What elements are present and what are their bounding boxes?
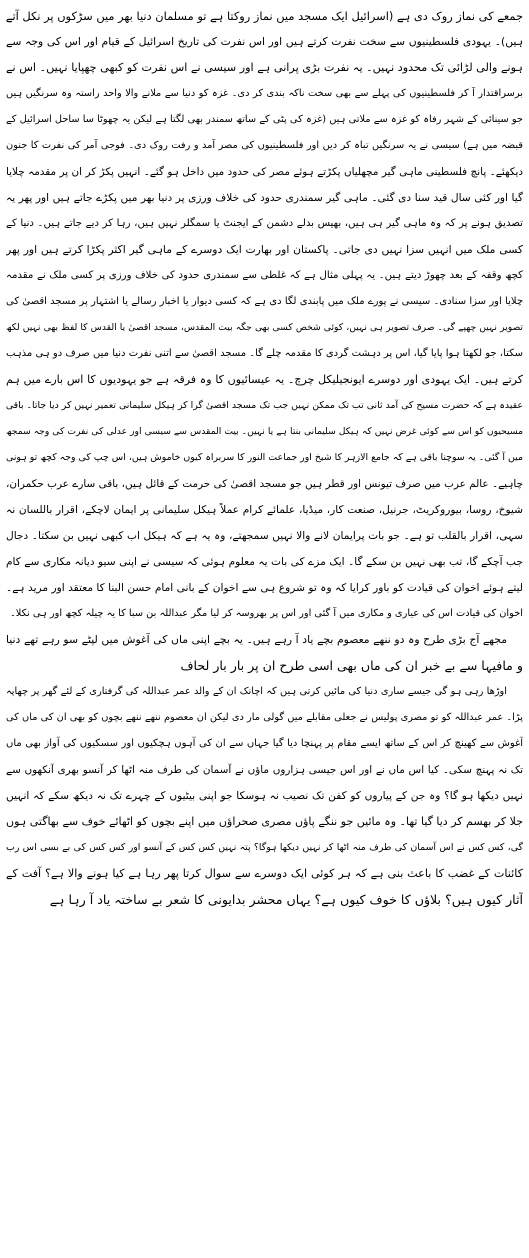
text-line: کسی ملک میں انہیں سزا نہیں دی جاتی۔ پاکستان اور بھارت ایک دوسرے کے ماہی گیر اکثر پکڑا کرتے ہیں اور پھر — [6, 243, 523, 256]
text-line: سکتا، جو لکھتا ہوا پایا گیا، اس پر دہشت گردی کا مقدمہ چلے گا۔ مسجد اقصیٰ سے اتنی نفرت دنیا میں صرف دو ہی مذہب — [6, 348, 523, 359]
text-line: تصدیق ہونے پر کہ وہ ماہی گیر ہی ہیں، بھیس بدلے دشمن کے ایجنٹ یا سمگلر نہیں ہیں، رہا کر دیے جاتے ہیں۔ دنیا کے — [6, 218, 523, 229]
text-line: شیوخ، روسا، بیوروکریٹ، جرنیل، صنعت کار، میڈیا، علمائے کرام عملاً ہیکل سلیمانی پر ایمان لاچکے، اقرار باللسان نہ — [6, 504, 523, 516]
text-line: ہیں)۔ یہودی فلسطینیوں سے سخت نفرت کرتے ہیں اور اس نفرت کی تاریخ اسرائیل کے قیام اور اس کی وجہ سے — [6, 35, 523, 48]
text-line: نہیں دیکھا ہو گا؟ وہ جن کے پیاروں کو کفن تک نصیب نہ ہوسکا جو اپنی بیٹیوں کے چہرے تک نہ دیکھ سکے کہ انہیں — [6, 790, 523, 802]
paragraph — [6, 3, 523, 627]
text-line: ہونے والی لڑائی تک محدود نہیں۔ یہ نفرت بڑی پرانی ہے اور سیسی نے اس نفرت کو کبھی چھپایا نہیں۔ اس نے — [6, 61, 523, 74]
text-line: و مافیہا سے بے خبر ان کی ماں بھی اسی طرح ان پر بار بار لحاف — [180, 658, 523, 673]
text-line: اوڑھا رہی ہو گی جیسے ساری دنیا کی مائیں کرتی ہیں کہ اچانک ان کے والد عمر عبداللہ کی گرفتاری کے لئے گھر پر چھاپہ — [6, 686, 507, 697]
text-line: تک نہ پہنچ سکی۔ کیا اس ماں نے اور اس جیسی ہزاروں ماؤں نے آسمان کی طرف منہ اٹھا کر آنسو بھری آنکھوں سے — [6, 764, 523, 776]
text-line: تصویر نہیں چھپے گی۔ صرف تصویر ہی نہیں، کوئی شخص کسی بھی جگہ بیت المقدس، مسجد اقصیٰ یا القدس کا لفظ بھی نہیں لکھ — [6, 322, 523, 333]
text-line: گی، کس کس نے اس آسمان کی طرف منہ اٹھا کر نہیں دیکھا ہوگا؟ پتہ نہیں کس کس کے آنسو اور کس کس کی بے بسی اس رب — [6, 842, 523, 853]
paragraph — [6, 679, 523, 913]
text-line: چلایا اور سزا سنادی۔ سیسی نے پورے ملک میں پابندی لگا دی ہے کہ کسی دیوار یا اخبار رسالے یا اشتہار پر مسجد اقصیٰ کی — [6, 296, 523, 307]
text-line: جب آچکے گا، تب بھی نہیں بن سکے گا۔ ایک مزے کی بات یہ معلوم ہوئی کہ سیسی نے اپنی سیو دیانہ مکاری سے کام — [6, 556, 523, 568]
text-line: برسراقتدار آ کر فلسطینیوں کی پہلے سے بھی سخت ناکہ بندی کر دی۔ غزہ کو دنیا سے ملانے والا واحد راستہ وہ سرنگیں ہیں — [6, 88, 523, 99]
text-line: آغوش سے کھینچ کر اس کے ساتھ ایسے مقام پر پہنچا دیا گیا جہاں سے ان کی آہوں ہچکیوں اور سسکیوں کی آواز بھی ماں — [6, 738, 523, 749]
text-line: اخوان کی قیادت اس کی عیاری و مکاری میں آ گئی اور اس پر بھروسہ کر لیا مگر عبداللہ بن سبا کا یہ چیلہ کچھ اور ہی نکلا۔ — [10, 608, 523, 619]
text-line: جو سینائی کے شہر رفاہ کو غزہ سے ملاتی ہیں (غزہ کی پٹی کے ساتھ سمندر بھی لگتا ہے لیکن یہ چھوٹا سا ساحل اسرائیل کے — [6, 114, 523, 125]
text-line: کچھ وقفہ کے بعد چھوڑ دیتے ہیں۔ یہ پہلی مثال ہے کہ غلطی سے سمندری حدود کی خلاف ورزی پر کسی ملک نے مقدمہ — [6, 270, 523, 281]
text-line: پڑا۔ عمر عبداللہ کو تو مصری پولیس نے جعلی مقابلے میں گولی مار دی لیکن ان معصوم ننھے ننھے بچوں کو بھی ان کی ماں کی — [6, 712, 523, 723]
text-line: جلا کر بھسم کر دیا گیا تھا۔ وہ مائیں جو ننگے پاؤں مصری صحراؤں میں اپنے بچوں کو اٹھائے خوف سے بھاگتی ہوں — [6, 815, 523, 828]
text-line: کرتے ہیں۔ ایک یہودی اور دوسرے ایونجیلیکل چرچ۔ یہ عیسائیوں کا وہ فرقہ ہے جو یہودیوں کا اس بارے میں ہم — [6, 373, 523, 386]
text-line: مجھے آج بڑی طرح وہ دو ننھے معصوم بچے یاد آ رہے ہیں۔ یہ بچے اپنی ماں کی آغوش میں لپٹے سو رہے تھے دنیا — [6, 633, 507, 646]
text-line: کائنات کے غضب کا باعث بنی ہے کہ ہر کوئی ایک دوسرے سے سوال کرتا پھر رہا ہے کیا ہونے والا ہے؟ آفت کے — [6, 867, 523, 880]
text-line: دیکھئے۔ پانچ فلسطینی ماہی گیر مچھلیاں پکڑتے ہوئے مصر کی حدود میں داخل ہو گئے۔ انہیں پکڑ کر ان پر مقدمہ چلایا — [6, 166, 523, 178]
text-line: لیتے ہوئے اخوان کی قیادت کو باور کرایا کہ وہ تو شروع ہی سے اخوان کے بانی امام حسن البنا کا معتقد اور مرید ہے۔ — [6, 582, 523, 594]
text-line: میں آ گئی۔ یہ سوچنا باقی ہے کہ جامع الازہر کا شیخ اور جماعت النور کا سربراہ کیوں خاموش ہیں، اس چپ کی وجہ کچھ تو ہونی — [6, 452, 523, 463]
text-line: جمعے کی نماز روک دی ہے (اسرائیل ایک مسجد میں نماز روکتا ہے تو مسلمان دنیا بھر میں سڑکوں پر نکل آتے — [6, 9, 523, 23]
text-line: سہی، اقرار بالقلب تو ہے۔ جو بات پرایمان لانے والا نہیں سمجھتے، وہ یہ ہے کہ ہیکل اب کبھی نہیں بن سکتا۔ دجال — [6, 530, 523, 542]
text-line: آثار کیوں ہیں؟ بلاؤں کا خوف کیوں ہے؟ یہاں محشر بدایونی کا شعر بے ساختہ یاد آ رہا ہے — [49, 892, 523, 907]
paragraph — [6, 627, 523, 679]
text-line: مسیحیوں کو اس سے کوئی غرض نہیں کہ ہیکل سلیمانی بنتا ہے یا نہیں۔ بیت المقدس سے سیسی اور عدلی کی نفرت کی وجہ سمجھ — [6, 426, 523, 437]
text-line: گیا اور کئی سال قید سنا دی گئی۔ ماہی گیر سمندری حدود کی خلاف ورزی پر دنیا بھر میں پکڑے جاتے ہیں اور پھر یہ — [6, 192, 523, 204]
text-line: قبضہ میں ہے) سیسی نے یہ سرنگیں تباہ کر دیں اور فلسطینیوں کی مصر آمد و رفت روک دی۔ فوجی آمر کی نفرت کا جنون — [6, 140, 523, 151]
text-line: عقیدہ ہے کہ حضرت مسیح کی آمد ثانی تب تک ممکن نہیں جب تک مسجد اقصیٰ گرا کر ہیکل سلیمانی تعمیر نہیں کر دیا جاتا۔ باقی — [6, 400, 523, 411]
text-line: چاہیے۔ عالم عرب میں صرف تیونس اور قطر ہیں جو مسجد اقصیٰ کی حرمت کے قائل ہیں، باقی سارے عرب حکمران، — [6, 478, 523, 490]
